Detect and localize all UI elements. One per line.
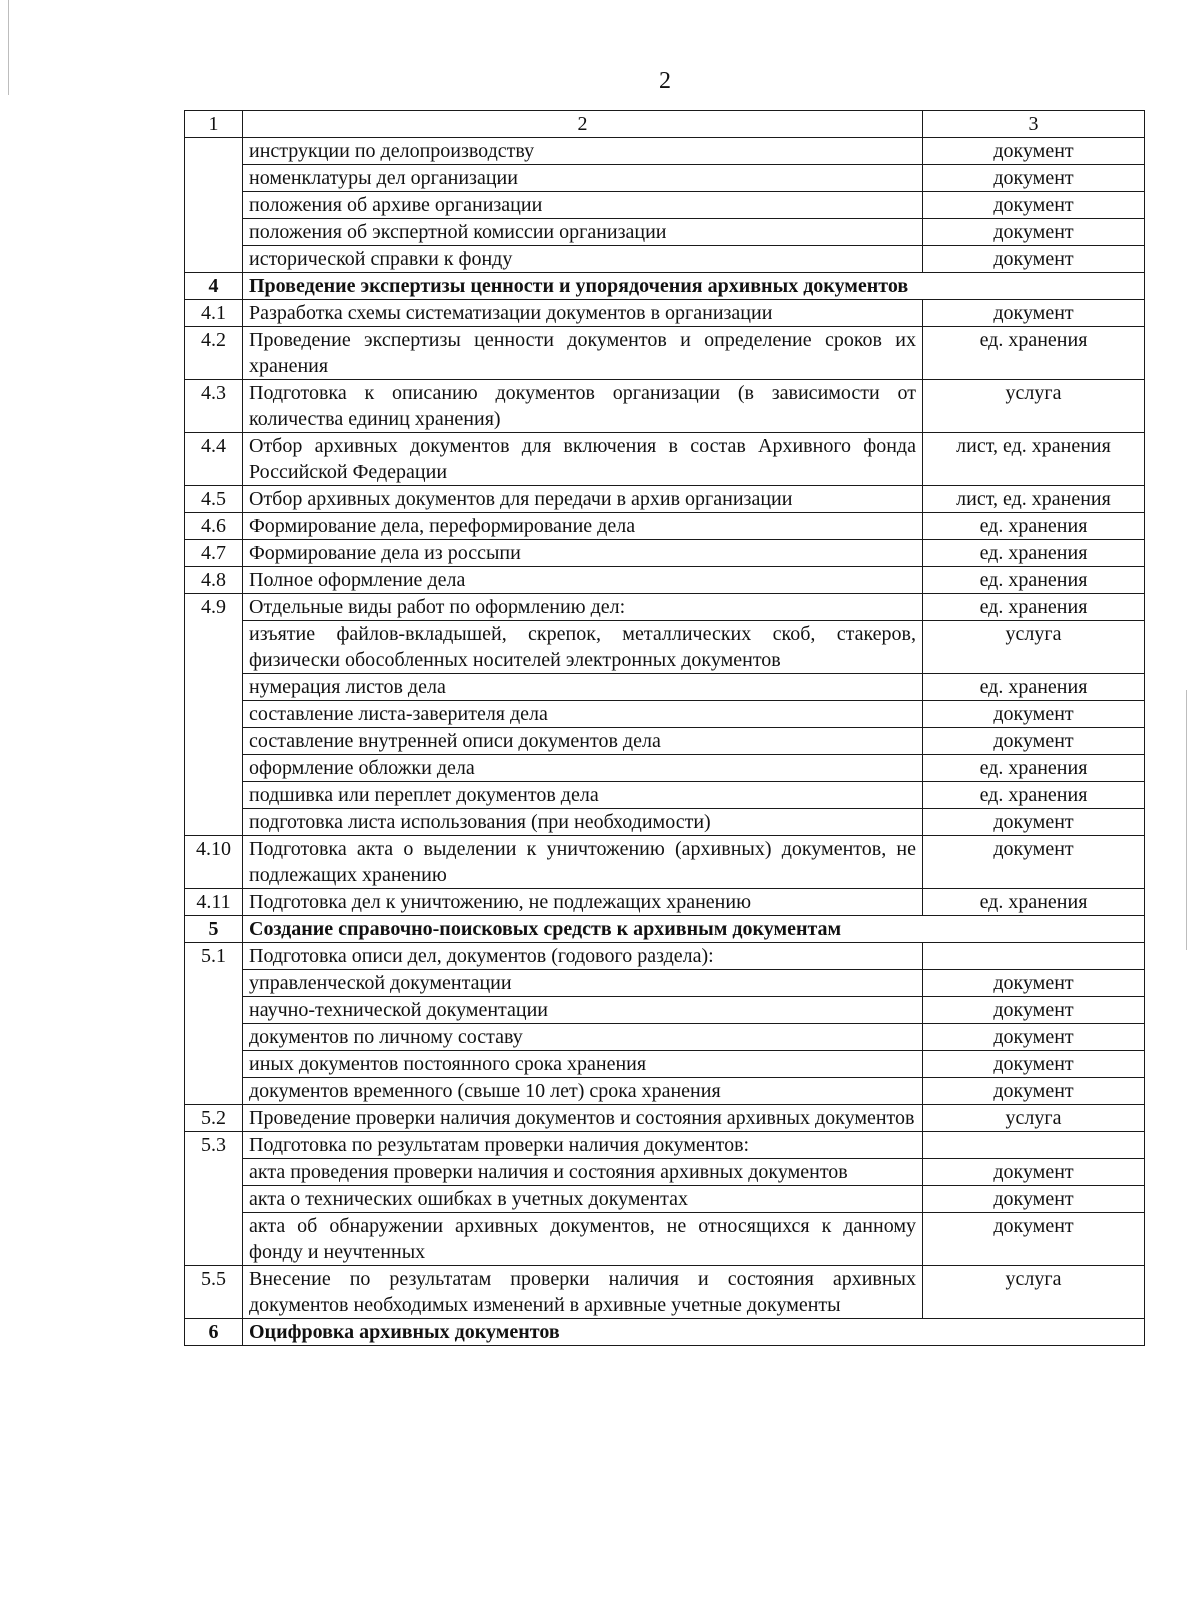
table-row	[185, 1186, 1145, 1213]
column-header: 1	[185, 111, 243, 138]
row-unit: документ	[923, 1051, 1145, 1078]
row-description: Подготовка акта о выделении к уничтожению (архивных) документов, не подлежащих хранению	[243, 836, 923, 889]
row-description: изъятие файлов-вкладышей, скрепок, металлических скоб, стакеров, физически обособленных носителей электронных документов	[243, 621, 923, 674]
row-description: подшивка или переплет документов дела	[243, 782, 923, 809]
table-row	[185, 889, 1145, 916]
row-description: документов временного (свыше 10 лет) срока хранения	[243, 1078, 923, 1105]
table-row	[185, 192, 1145, 219]
row-unit: документ	[923, 1078, 1145, 1105]
row-unit: документ	[923, 1159, 1145, 1186]
row-number	[185, 1078, 243, 1105]
row-unit: лист, ед. хранения	[923, 433, 1145, 486]
row-description: Отдельные виды работ по оформлению дел:	[243, 594, 923, 621]
row-description: оформление обложки дела	[243, 755, 923, 782]
row-unit: услуга	[923, 380, 1145, 433]
row-number	[185, 246, 243, 273]
row-number: 4.3	[185, 380, 243, 433]
section-title: Создание справочно-поисковых средств к архивным документам	[243, 916, 1145, 943]
row-number	[185, 782, 243, 809]
table-row	[185, 970, 1145, 997]
row-number	[185, 621, 243, 674]
row-unit: документ	[923, 728, 1145, 755]
row-number	[185, 755, 243, 782]
row-unit: документ	[923, 997, 1145, 1024]
row-number: 4.8	[185, 567, 243, 594]
row-unit: ед. хранения	[923, 594, 1145, 621]
row-unit: ед. хранения	[923, 327, 1145, 380]
table-row	[185, 701, 1145, 728]
row-unit: услуга	[923, 1105, 1145, 1132]
row-number	[185, 728, 243, 755]
row-number	[185, 219, 243, 246]
row-unit: документ	[923, 701, 1145, 728]
row-number: 5.2	[185, 1105, 243, 1132]
row-unit: ед. хранения	[923, 674, 1145, 701]
table-row	[185, 165, 1145, 192]
row-unit: ед. хранения	[923, 889, 1145, 916]
row-number: 5.3	[185, 1132, 243, 1159]
row-number	[185, 165, 243, 192]
column-header: 3	[923, 111, 1145, 138]
row-description: инструкции по делопроизводству	[243, 138, 923, 165]
row-description: Формирование дела, переформирование дела	[243, 513, 923, 540]
row-number: 4.6	[185, 513, 243, 540]
section-row	[185, 1319, 1145, 1346]
section-number: 6	[185, 1319, 243, 1346]
row-unit: документ	[923, 1024, 1145, 1051]
row-description: Подготовка описи дел, документов (годового раздела):	[243, 943, 923, 970]
row-description: нумерация листов дела	[243, 674, 923, 701]
row-unit: услуга	[923, 621, 1145, 674]
row-unit	[923, 943, 1145, 970]
section-title: Проведение экспертизы ценности и упорядочения архивных документов	[243, 273, 1145, 300]
row-number	[185, 1213, 243, 1266]
row-number	[185, 1159, 243, 1186]
row-unit: документ	[923, 246, 1145, 273]
row-description: Подготовка по результатам проверки наличия документов:	[243, 1132, 923, 1159]
table-row	[185, 1078, 1145, 1105]
table-row	[185, 1105, 1145, 1132]
row-description: подготовка листа использования (при необходимости)	[243, 809, 923, 836]
table-row	[185, 809, 1145, 836]
row-description: акта об обнаружении архивных документов, не относящихся к данному фонду и неучтенных	[243, 1213, 923, 1266]
table-row	[185, 327, 1145, 380]
table-row	[185, 1213, 1145, 1266]
row-description: положения об архиве организации	[243, 192, 923, 219]
services-table	[184, 110, 1145, 1346]
row-number	[185, 1024, 243, 1051]
section-row	[185, 916, 1145, 943]
row-unit: документ	[923, 192, 1145, 219]
row-unit: документ	[923, 836, 1145, 889]
row-unit: ед. хранения	[923, 782, 1145, 809]
table-row	[185, 540, 1145, 567]
row-description: Проведение экспертизы ценности документов и определение сроков их хранения	[243, 327, 923, 380]
column-header: 2	[243, 111, 923, 138]
row-number: 4.5	[185, 486, 243, 513]
row-unit: документ	[923, 138, 1145, 165]
row-number	[185, 674, 243, 701]
row-unit: документ	[923, 219, 1145, 246]
row-description: Внесение по результатам проверки наличия и состояния архивных документов необходимых изменений в архивные учетные документы	[243, 1266, 923, 1319]
row-unit: документ	[923, 165, 1145, 192]
row-description: управленческой документации	[243, 970, 923, 997]
row-number: 4.11	[185, 889, 243, 916]
row-description: акта проведения проверки наличия и состояния архивных документов	[243, 1159, 923, 1186]
row-unit: услуга	[923, 1266, 1145, 1319]
table-row	[185, 1132, 1145, 1159]
row-unit: ед. хранения	[923, 513, 1145, 540]
row-unit: документ	[923, 300, 1145, 327]
row-description: Подготовка к описанию документов организации (в зависимости от количества единиц хранения)	[243, 380, 923, 433]
row-number: 4.4	[185, 433, 243, 486]
row-number	[185, 1051, 243, 1078]
row-number	[185, 1186, 243, 1213]
row-description: акта о технических ошибках в учетных документах	[243, 1186, 923, 1213]
row-number	[185, 997, 243, 1024]
row-number: 4.7	[185, 540, 243, 567]
page-number: 2	[659, 68, 671, 94]
section-row	[185, 273, 1145, 300]
row-number: 4.9	[185, 594, 243, 621]
row-description: Подготовка дел к уничтожению, не подлежащих хранению	[243, 889, 923, 916]
row-description: Полное оформление дела	[243, 567, 923, 594]
table-row	[185, 246, 1145, 273]
row-description: документов по личному составу	[243, 1024, 923, 1051]
row-description: иных документов постоянного срока хранения	[243, 1051, 923, 1078]
row-unit: документ	[923, 1213, 1145, 1266]
table-row	[185, 1051, 1145, 1078]
table-row	[185, 433, 1145, 486]
table-row	[185, 1159, 1145, 1186]
row-number	[185, 138, 243, 165]
table-row	[185, 567, 1145, 594]
table-row	[185, 513, 1145, 540]
row-description: Разработка схемы систематизации документов в организации	[243, 300, 923, 327]
row-description: Отбор архивных документов для передачи в архив организации	[243, 486, 923, 513]
table-row	[185, 728, 1145, 755]
table-row	[185, 219, 1145, 246]
table-row	[185, 486, 1145, 513]
table-row	[185, 755, 1145, 782]
row-number	[185, 809, 243, 836]
table-row	[185, 782, 1145, 809]
row-description: исторической справки к фонду	[243, 246, 923, 273]
row-unit: ед. хранения	[923, 567, 1145, 594]
section-number: 5	[185, 916, 243, 943]
scan-edge-mark	[1186, 690, 1187, 950]
table-row	[185, 997, 1145, 1024]
row-unit: ед. хранения	[923, 755, 1145, 782]
table-row	[185, 138, 1145, 165]
row-description: Проведение проверки наличия документов и состояния архивных документов	[243, 1105, 923, 1132]
row-unit: ед. хранения	[923, 540, 1145, 567]
table-row	[185, 836, 1145, 889]
row-unit	[923, 1132, 1145, 1159]
row-description: Отбор архивных документов для включения в состав Архивного фонда Российской Федерации	[243, 433, 923, 486]
table-row	[185, 674, 1145, 701]
row-description: составление листа-заверителя дела	[243, 701, 923, 728]
table-header-row	[185, 111, 1145, 138]
section-number: 4	[185, 273, 243, 300]
row-description: научно-технической документации	[243, 997, 923, 1024]
row-unit: документ	[923, 1186, 1145, 1213]
table-row	[185, 1266, 1145, 1319]
table-row	[185, 594, 1145, 621]
table-row	[185, 943, 1145, 970]
row-number	[185, 970, 243, 997]
row-unit: документ	[923, 809, 1145, 836]
row-description: номенклатуры дел организации	[243, 165, 923, 192]
row-description: положения об экспертной комиссии организации	[243, 219, 923, 246]
row-number: 4.1	[185, 300, 243, 327]
table-row	[185, 380, 1145, 433]
row-unit: документ	[923, 970, 1145, 997]
row-number	[185, 192, 243, 219]
row-number: 5.5	[185, 1266, 243, 1319]
row-number: 5.1	[185, 943, 243, 970]
row-number: 4.10	[185, 836, 243, 889]
row-number: 4.2	[185, 327, 243, 380]
row-unit: лист, ед. хранения	[923, 486, 1145, 513]
row-number	[185, 701, 243, 728]
row-description: Формирование дела из россыпи	[243, 540, 923, 567]
section-title: Оцифровка архивных документов	[243, 1319, 1145, 1346]
table-row	[185, 621, 1145, 674]
row-description: составление внутренней описи документов дела	[243, 728, 923, 755]
table-row	[185, 300, 1145, 327]
table-row	[185, 1024, 1145, 1051]
